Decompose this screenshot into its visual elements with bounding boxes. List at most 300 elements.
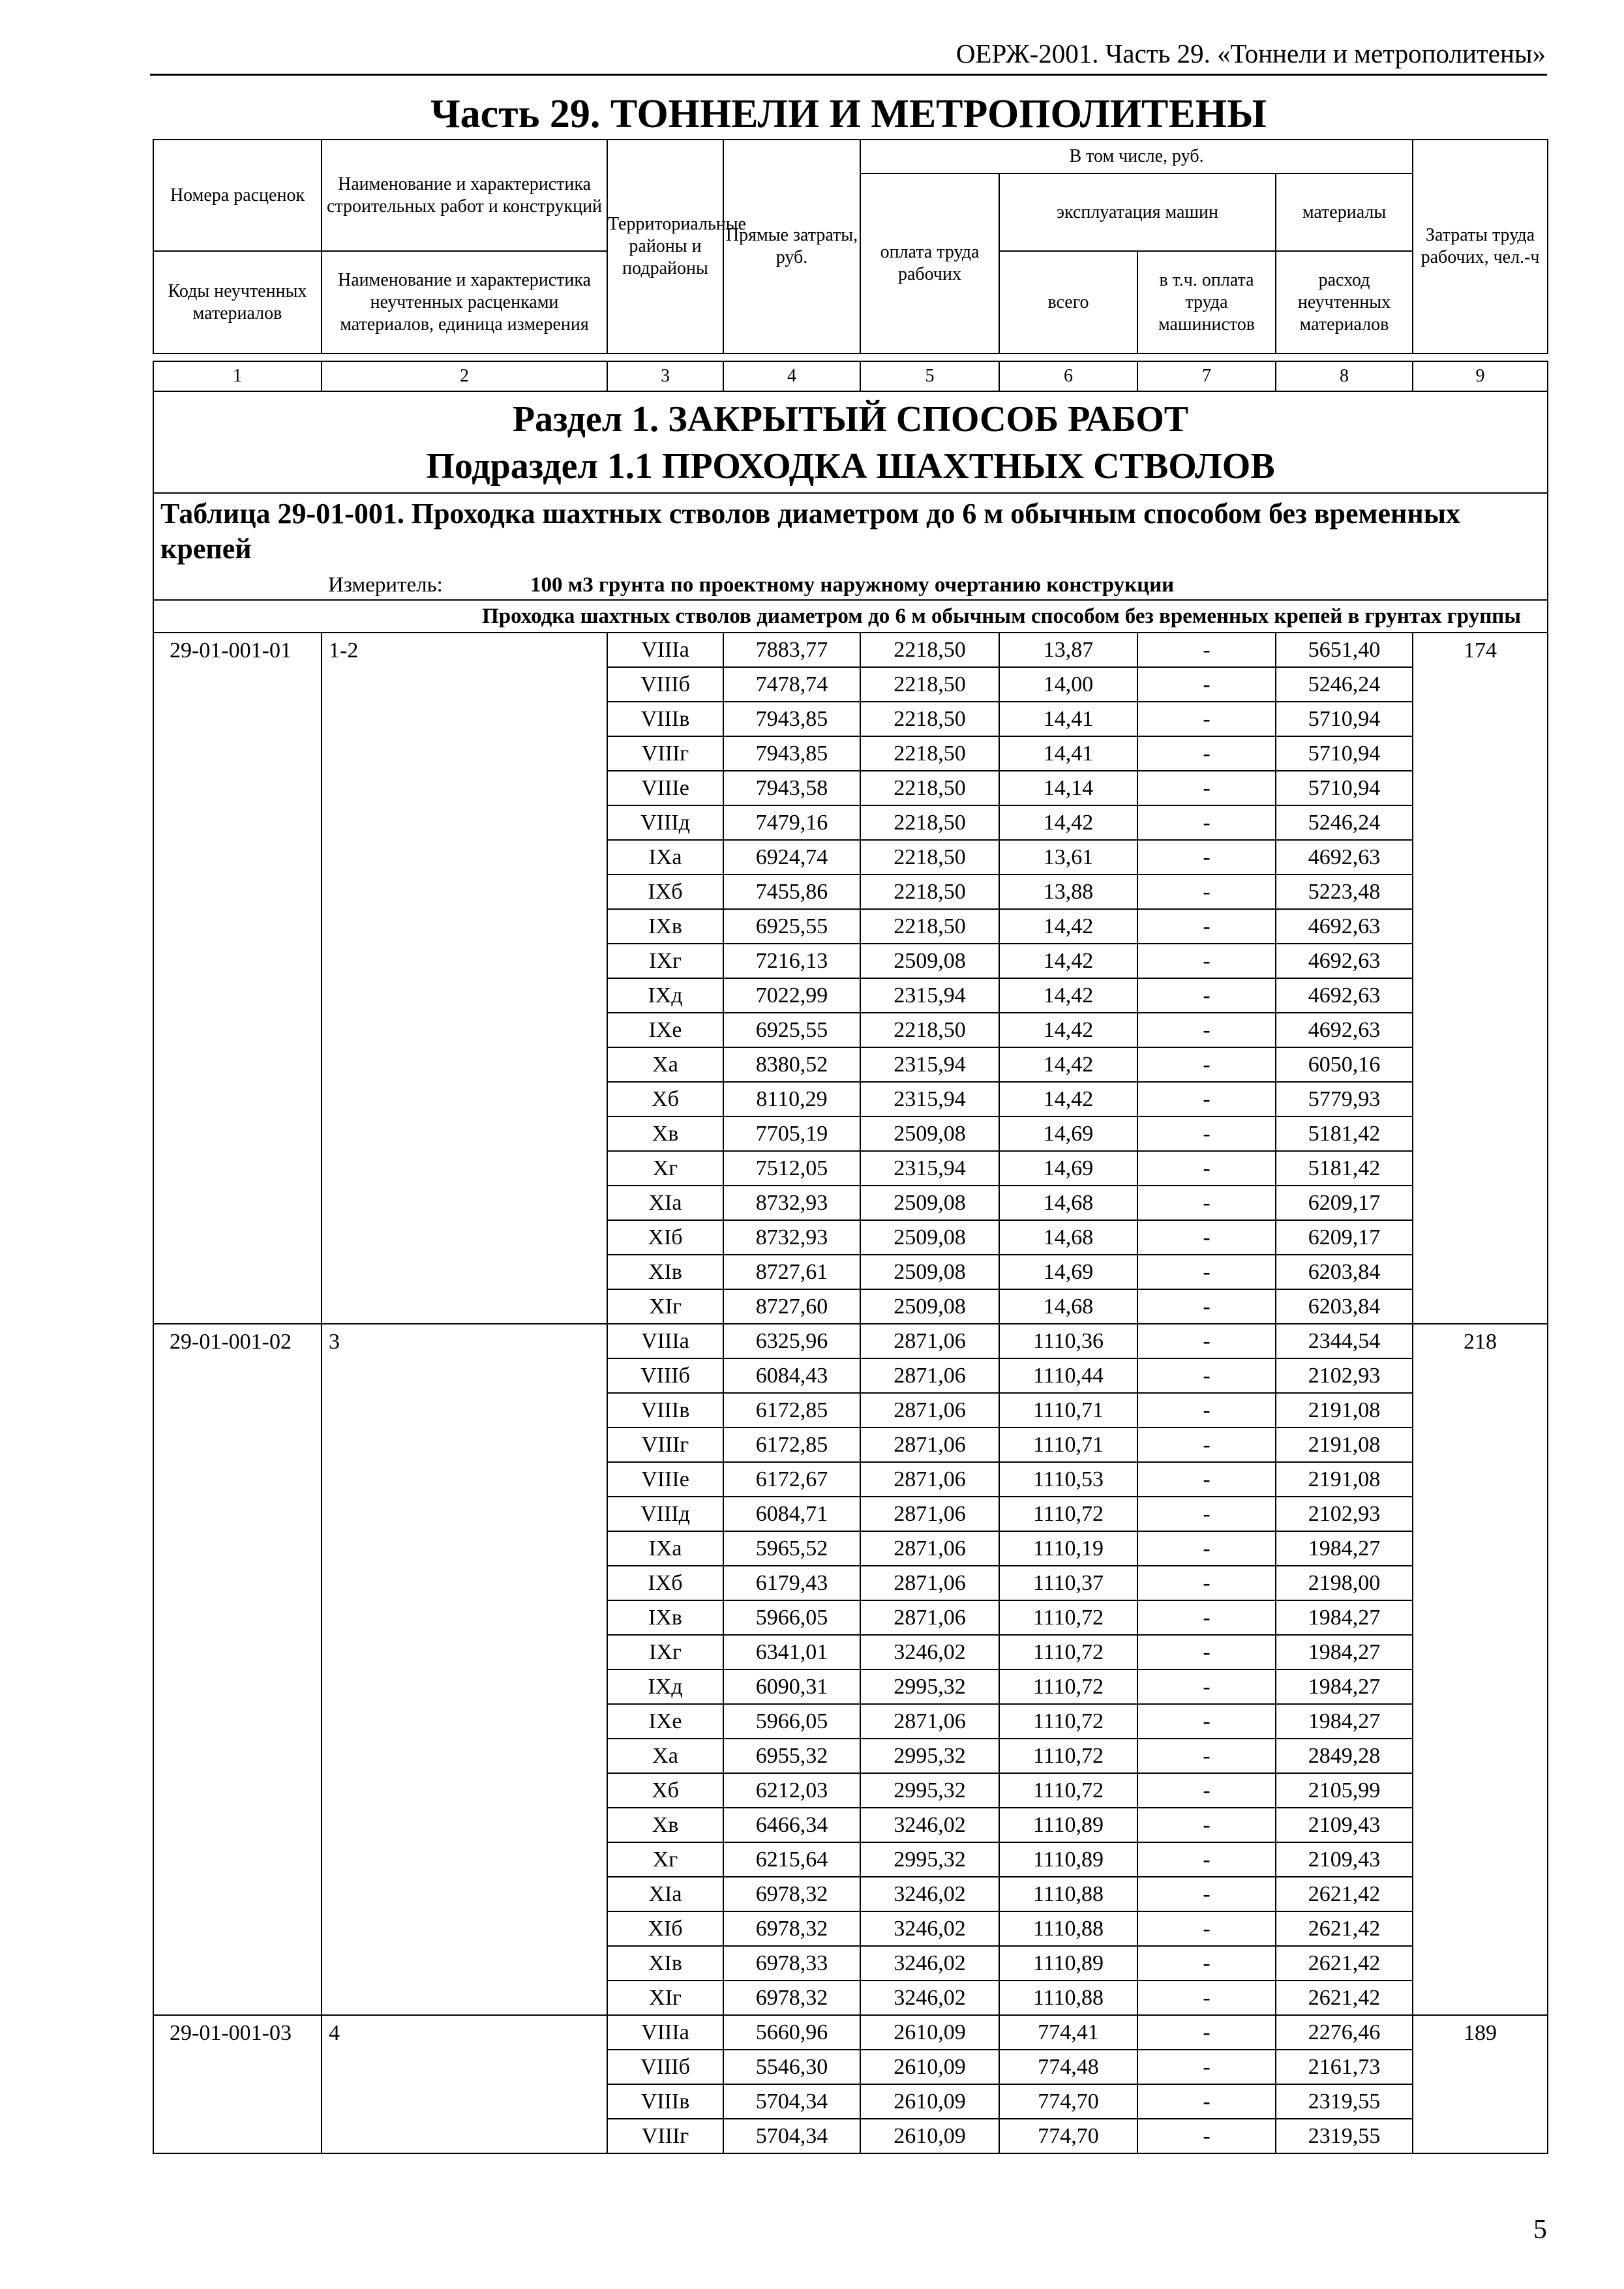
machinist-pay-cell: - xyxy=(1137,771,1276,805)
machines-total-cell: 14,41 xyxy=(999,736,1137,771)
materials-cell: 6203,84 xyxy=(1276,1289,1413,1324)
direct-costs-cell: 5966,05 xyxy=(723,1704,860,1739)
direct-costs-cell: 5704,34 xyxy=(723,2119,860,2153)
direct-costs-cell: 5965,52 xyxy=(723,1531,860,1566)
machinist-pay-cell: - xyxy=(1137,1151,1276,1186)
materials-cell: 1984,27 xyxy=(1276,1635,1413,1669)
direct-costs-cell: 6925,55 xyxy=(723,909,860,944)
machines-total-cell: 14,42 xyxy=(999,1047,1137,1082)
direct-costs-cell: 5966,05 xyxy=(723,1600,860,1635)
materials-cell: 5710,94 xyxy=(1276,771,1413,805)
territory-cell: Xб xyxy=(607,1773,723,1808)
territory-cell: IXб xyxy=(607,875,723,909)
materials-cell: 1984,27 xyxy=(1276,1600,1413,1635)
machines-total-cell: 14,00 xyxy=(999,667,1137,702)
labor-pay-cell: 2610,09 xyxy=(860,2119,999,2153)
column-number: 5 xyxy=(860,361,999,391)
direct-costs-cell: 8732,93 xyxy=(723,1186,860,1220)
materials-cell: 2102,93 xyxy=(1276,1497,1413,1531)
machines-total-cell: 774,70 xyxy=(999,2084,1137,2119)
direct-costs-cell: 8727,61 xyxy=(723,1255,860,1289)
machinist-pay-cell: - xyxy=(1137,944,1276,978)
materials-cell: 4692,63 xyxy=(1276,840,1413,875)
labor-pay-cell: 2218,50 xyxy=(860,909,999,944)
materials-cell: 2621,42 xyxy=(1276,1946,1413,1981)
soil-group-cell: 3 xyxy=(322,1324,607,2015)
soil-group-cell: 1-2 xyxy=(322,633,607,1324)
machines-total-cell: 1110,53 xyxy=(999,1462,1137,1497)
header-labor-pay: оплата труда рабочих xyxy=(860,173,999,353)
materials-cell: 2621,42 xyxy=(1276,1877,1413,1911)
labor-pay-cell: 2218,50 xyxy=(860,702,999,736)
territory-cell: XIв xyxy=(607,1946,723,1981)
machines-total-cell: 1110,72 xyxy=(999,1739,1137,1773)
column-number: 6 xyxy=(999,361,1137,391)
header-labor-costs: Затраты труда рабочих, чел.-ч xyxy=(1413,140,1548,353)
machines-total-cell: 14,42 xyxy=(999,978,1137,1013)
materials-cell: 4692,63 xyxy=(1276,944,1413,978)
materials-cell: 2191,08 xyxy=(1276,1393,1413,1428)
direct-costs-cell: 7216,13 xyxy=(723,944,860,978)
rate-code-cell: 29-01-001-03 xyxy=(153,2015,322,2153)
labor-pay-cell: 2871,06 xyxy=(860,1600,999,1635)
territory-cell: IXе xyxy=(607,1013,723,1047)
materials-cell: 1984,27 xyxy=(1276,1531,1413,1566)
labor-pay-cell: 2218,50 xyxy=(860,736,999,771)
direct-costs-cell: 6084,43 xyxy=(723,1358,860,1393)
table-row xyxy=(153,633,1548,667)
territory-cell: VIIIг xyxy=(607,1428,723,1462)
labor-pay-cell: 2315,94 xyxy=(860,1082,999,1116)
machinist-pay-cell: - xyxy=(1137,2050,1276,2084)
machinist-pay-cell: - xyxy=(1137,1324,1276,1358)
table-title: Таблица 29-01-001. Проходка шахтных стволов диаметром до 6 м обычным способом без временных крепей xyxy=(153,493,1548,571)
materials-cell: 1984,27 xyxy=(1276,1669,1413,1704)
machinist-pay-cell: - xyxy=(1137,1428,1276,1462)
machinist-pay-cell: - xyxy=(1137,1981,1276,2015)
column-number: 1 xyxy=(153,361,322,391)
labor-pay-cell: 2995,32 xyxy=(860,1842,999,1877)
territory-cell: Xа xyxy=(607,1739,723,1773)
machinist-pay-cell: - xyxy=(1137,978,1276,1013)
direct-costs-cell: 7455,86 xyxy=(723,875,860,909)
direct-costs-cell: 7512,05 xyxy=(723,1151,860,1186)
machinist-pay-cell: - xyxy=(1137,1531,1276,1566)
machines-total-cell: 1110,72 xyxy=(999,1635,1137,1669)
rates-table xyxy=(153,139,1548,2154)
labor-pay-cell: 2871,06 xyxy=(860,1393,999,1428)
territory-cell: VIIIе xyxy=(607,1462,723,1497)
labor-pay-cell: 2871,06 xyxy=(860,1358,999,1393)
territory-cell: VIIIв xyxy=(607,702,723,736)
labor-pay-cell: 2995,32 xyxy=(860,1739,999,1773)
territory-cell: Xв xyxy=(607,1116,723,1151)
direct-costs-cell: 6090,31 xyxy=(723,1669,860,1704)
table-subtitle: Проходка шахтных стволов диаметром до 6 м обычным способом без временных крепей в грунтах группы xyxy=(153,600,1548,633)
table-header xyxy=(153,140,1548,391)
labor-pay-cell: 2610,09 xyxy=(860,2050,999,2084)
territory-cell: IXв xyxy=(607,909,723,944)
machinist-pay-cell: - xyxy=(1137,1739,1276,1773)
machines-total-cell: 774,70 xyxy=(999,2119,1137,2153)
machinist-pay-cell: - xyxy=(1137,702,1276,736)
direct-costs-cell: 6084,71 xyxy=(723,1497,860,1531)
materials-cell: 2621,42 xyxy=(1276,1981,1413,2015)
machinist-pay-cell: - xyxy=(1137,1773,1276,1808)
soil-group-cell: 4 xyxy=(322,2015,607,2153)
header-material-name: Наименование и характеристика неучтенных расценками материалов, единица измерения xyxy=(322,251,607,353)
territory-cell: IXа xyxy=(607,840,723,875)
labor-pay-cell: 2218,50 xyxy=(860,875,999,909)
machinist-pay-cell: - xyxy=(1137,1946,1276,1981)
machines-total-cell: 1110,72 xyxy=(999,1600,1137,1635)
machines-total-cell: 1110,89 xyxy=(999,1842,1137,1877)
territory-cell: IXв xyxy=(607,1600,723,1635)
labor-pay-cell: 2218,50 xyxy=(860,633,999,667)
territory-cell: XIа xyxy=(607,1186,723,1220)
labor-pay-cell: 3246,02 xyxy=(860,1635,999,1669)
machinist-pay-cell: - xyxy=(1137,1635,1276,1669)
territory-cell: XIа xyxy=(607,1877,723,1911)
machines-total-cell: 1110,37 xyxy=(999,1566,1137,1600)
running-head: ОЕРЖ-2001. Часть 29. «Тоннели и метрополитены» xyxy=(955,38,1546,68)
materials-cell: 2319,55 xyxy=(1276,2084,1413,2119)
machines-total-cell: 1110,88 xyxy=(999,1981,1137,2015)
labor-pay-cell: 2509,08 xyxy=(860,1289,999,1324)
machines-total-cell: 14,42 xyxy=(999,1013,1137,1047)
machines-total-cell: 14,68 xyxy=(999,1186,1137,1220)
materials-cell: 6209,17 xyxy=(1276,1220,1413,1255)
territory-cell: XIб xyxy=(607,1911,723,1946)
direct-costs-cell: 6212,03 xyxy=(723,1773,860,1808)
machines-total-cell: 13,61 xyxy=(999,840,1137,875)
machines-total-cell: 14,42 xyxy=(999,805,1137,840)
machines-total-cell: 14,14 xyxy=(999,771,1137,805)
labor-pay-cell: 3246,02 xyxy=(860,1981,999,2015)
direct-costs-cell: 7478,74 xyxy=(723,667,860,702)
direct-costs-cell: 6955,32 xyxy=(723,1739,860,1773)
materials-cell: 4692,63 xyxy=(1276,1013,1413,1047)
territory-cell: Xг xyxy=(607,1842,723,1877)
machinist-pay-cell: - xyxy=(1137,1186,1276,1220)
machines-total-cell: 13,87 xyxy=(999,633,1137,667)
machines-total-cell: 14,42 xyxy=(999,909,1137,944)
machinist-pay-cell: - xyxy=(1137,1808,1276,1842)
territory-cell: IXд xyxy=(607,978,723,1013)
territory-cell: IXб xyxy=(607,1566,723,1600)
machinist-pay-cell: - xyxy=(1137,1220,1276,1255)
machines-total-cell: 1110,89 xyxy=(999,1808,1137,1842)
direct-costs-cell: 6925,55 xyxy=(723,1013,860,1047)
machines-total-cell: 14,69 xyxy=(999,1116,1137,1151)
labor-pay-cell: 2871,06 xyxy=(860,1497,999,1531)
territory-cell: IXд xyxy=(607,1669,723,1704)
rate-code-cell: 29-01-001-01 xyxy=(153,633,322,1324)
header-work-name: Наименование и характеристика строительных работ и конструкций xyxy=(322,140,607,251)
materials-cell: 2319,55 xyxy=(1276,2119,1413,2153)
labor-pay-cell: 2218,50 xyxy=(860,771,999,805)
machines-total-cell: 774,48 xyxy=(999,2050,1137,2084)
machines-total-cell: 1110,89 xyxy=(999,1946,1137,1981)
machines-total-cell: 14,68 xyxy=(999,1220,1137,1255)
machinist-pay-cell: - xyxy=(1137,1669,1276,1704)
machinist-pay-cell: - xyxy=(1137,909,1276,944)
direct-costs-cell: 8732,93 xyxy=(723,1220,860,1255)
machines-total-cell: 1110,72 xyxy=(999,1773,1137,1808)
direct-costs-cell: 6172,67 xyxy=(723,1462,860,1497)
direct-costs-cell: 6325,96 xyxy=(723,1324,860,1358)
machines-total-cell: 1110,36 xyxy=(999,1324,1137,1358)
labor-pay-cell: 3246,02 xyxy=(860,1808,999,1842)
machinist-pay-cell: - xyxy=(1137,875,1276,909)
labor-pay-cell: 3246,02 xyxy=(860,1877,999,1911)
machines-total-cell: 14,42 xyxy=(999,1082,1137,1116)
direct-costs-cell: 6179,43 xyxy=(723,1566,860,1600)
territory-cell: XIб xyxy=(607,1220,723,1255)
machinist-pay-cell: - xyxy=(1137,667,1276,702)
materials-cell: 5651,40 xyxy=(1276,633,1413,667)
materials-cell: 2109,43 xyxy=(1276,1808,1413,1842)
machinist-pay-cell: - xyxy=(1137,1566,1276,1600)
materials-cell: 2191,08 xyxy=(1276,1462,1413,1497)
materials-cell: 5710,94 xyxy=(1276,702,1413,736)
direct-costs-cell: 6978,32 xyxy=(723,1911,860,1946)
territory-cell: VIIIа xyxy=(607,1324,723,1358)
labor-pay-cell: 3246,02 xyxy=(860,1946,999,1981)
materials-cell: 5181,42 xyxy=(1276,1116,1413,1151)
direct-costs-cell: 7022,99 xyxy=(723,978,860,1013)
machinist-pay-cell: - xyxy=(1137,2119,1276,2153)
machinist-pay-cell: - xyxy=(1137,1255,1276,1289)
machines-total-cell: 13,88 xyxy=(999,875,1137,909)
machines-total-cell: 1110,19 xyxy=(999,1531,1137,1566)
machines-total-cell: 14,68 xyxy=(999,1289,1137,1324)
materials-cell: 5223,48 xyxy=(1276,875,1413,909)
territory-cell: XIг xyxy=(607,1981,723,2015)
labor-pay-cell: 2509,08 xyxy=(860,944,999,978)
territory-cell: VIIIе xyxy=(607,771,723,805)
table-row xyxy=(153,1324,1548,1358)
table-row xyxy=(153,2015,1548,2050)
direct-costs-cell: 8110,29 xyxy=(723,1082,860,1116)
machines-total-cell: 14,41 xyxy=(999,702,1137,736)
labor-pay-cell: 2509,08 xyxy=(860,1255,999,1289)
machinist-pay-cell: - xyxy=(1137,2084,1276,2119)
machinist-pay-cell: - xyxy=(1137,805,1276,840)
machines-total-cell: 1110,88 xyxy=(999,1911,1137,1946)
territory-cell: Xв xyxy=(607,1808,723,1842)
materials-cell: 5181,42 xyxy=(1276,1151,1413,1186)
machinist-pay-cell: - xyxy=(1137,1842,1276,1877)
territory-cell: XIг xyxy=(607,1289,723,1324)
rate-code-cell: 29-01-001-02 xyxy=(153,1324,322,2015)
direct-costs-cell: 6924,74 xyxy=(723,840,860,875)
territory-cell: VIIIа xyxy=(607,2015,723,2050)
labor-pay-cell: 2315,94 xyxy=(860,1151,999,1186)
territory-cell: IXа xyxy=(607,1531,723,1566)
machinist-pay-cell: - xyxy=(1137,1497,1276,1531)
table-body xyxy=(153,633,1548,2153)
direct-costs-cell: 6341,01 xyxy=(723,1635,860,1669)
machines-total-cell: 1110,71 xyxy=(999,1393,1137,1428)
machinist-pay-cell: - xyxy=(1137,1358,1276,1393)
machines-total-cell: 14,42 xyxy=(999,944,1137,978)
territory-cell: VIIIв xyxy=(607,2084,723,2119)
machines-total-cell: 1110,44 xyxy=(999,1358,1137,1393)
labor-pay-cell: 3246,02 xyxy=(860,1911,999,1946)
subsection-title: Подраздел 1.1 ПРОХОДКА ШАХТНЫХ СТВОЛОВ xyxy=(426,446,1275,486)
machines-total-cell: 1110,72 xyxy=(999,1669,1137,1704)
direct-costs-cell: 7943,85 xyxy=(723,736,860,771)
territory-cell: VIIIб xyxy=(607,2050,723,2084)
header-including: В том числе, руб. xyxy=(860,140,1413,173)
labor-pay-cell: 2871,06 xyxy=(860,1531,999,1566)
header-rule xyxy=(150,74,1547,76)
materials-cell: 2849,28 xyxy=(1276,1739,1413,1773)
header-direct-costs: Прямые затраты, руб. xyxy=(723,140,860,353)
page-number: 5 xyxy=(1533,2215,1547,2245)
territory-cell: Xб xyxy=(607,1082,723,1116)
materials-cell: 1984,27 xyxy=(1276,1704,1413,1739)
labor-costs-cell: 174 xyxy=(1413,633,1548,1324)
machines-total-cell: 14,69 xyxy=(999,1151,1137,1186)
machinist-pay-cell: - xyxy=(1137,1393,1276,1428)
header-machine-operation: эксплуатация машин xyxy=(999,173,1276,251)
territory-cell: VIIIд xyxy=(607,1497,723,1531)
machines-total-cell: 774,41 xyxy=(999,2015,1137,2050)
territory-cell: VIIIг xyxy=(607,2119,723,2153)
part-title: Часть 29. ТОННЕЛИ И МЕТРОПОЛИТЕНЫ xyxy=(430,92,1267,136)
labor-pay-cell: 2871,06 xyxy=(860,1462,999,1497)
materials-cell: 2344,54 xyxy=(1276,1324,1413,1358)
territory-cell: VIIIа xyxy=(607,633,723,667)
territory-cell: IXг xyxy=(607,944,723,978)
column-number: 3 xyxy=(607,361,723,391)
section-heading xyxy=(153,391,1548,493)
measure-line xyxy=(153,571,1548,600)
labor-pay-cell: 2509,08 xyxy=(860,1186,999,1220)
header-material-codes: Коды неучтенных материалов xyxy=(153,251,322,353)
territory-cell: VIIIв xyxy=(607,1393,723,1428)
measure-value: 100 м3 грунта по проектному наружному очертанию конструкции xyxy=(530,573,1175,597)
labor-pay-cell: 2315,94 xyxy=(860,1047,999,1082)
labor-pay-cell: 2218,50 xyxy=(860,840,999,875)
direct-costs-cell: 7943,85 xyxy=(723,702,860,736)
machines-total-cell: 1110,72 xyxy=(999,1497,1137,1531)
materials-cell: 2276,46 xyxy=(1276,2015,1413,2050)
direct-costs-cell: 5660,96 xyxy=(723,2015,860,2050)
materials-cell: 6209,17 xyxy=(1276,1186,1413,1220)
direct-costs-cell: 8727,60 xyxy=(723,1289,860,1324)
machinist-pay-cell: - xyxy=(1137,1116,1276,1151)
machinist-pay-cell: - xyxy=(1137,1462,1276,1497)
labor-pay-cell: 2871,06 xyxy=(860,1428,999,1462)
labor-costs-cell: 218 xyxy=(1413,1324,1548,2015)
direct-costs-cell: 7883,77 xyxy=(723,633,860,667)
column-number: 8 xyxy=(1276,361,1413,391)
direct-costs-cell: 6978,32 xyxy=(723,1981,860,2015)
machinist-pay-cell: - xyxy=(1137,736,1276,771)
territory-cell: VIIIб xyxy=(607,1358,723,1393)
machinist-pay-cell: - xyxy=(1137,1082,1276,1116)
labor-pay-cell: 2871,06 xyxy=(860,1324,999,1358)
labor-pay-cell: 2871,06 xyxy=(860,1704,999,1739)
materials-cell: 2621,42 xyxy=(1276,1911,1413,1946)
materials-cell: 5246,24 xyxy=(1276,667,1413,702)
materials-cell: 4692,63 xyxy=(1276,909,1413,944)
header-rate-numbers: Номера расценок xyxy=(153,140,322,251)
materials-cell: 5779,93 xyxy=(1276,1082,1413,1116)
labor-pay-cell: 2218,50 xyxy=(860,805,999,840)
header-territory: Территориальные районы и подрайоны xyxy=(607,140,723,353)
territory-cell: Xг xyxy=(607,1151,723,1186)
labor-pay-cell: 2871,06 xyxy=(860,1566,999,1600)
machinist-pay-cell: - xyxy=(1137,1600,1276,1635)
materials-cell: 5246,24 xyxy=(1276,805,1413,840)
machinist-pay-cell: - xyxy=(1137,1911,1276,1946)
direct-costs-cell: 7479,16 xyxy=(723,805,860,840)
direct-costs-cell: 5704,34 xyxy=(723,2084,860,2119)
materials-cell: 6203,84 xyxy=(1276,1255,1413,1289)
materials-cell: 2191,08 xyxy=(1276,1428,1413,1462)
machinist-pay-cell: - xyxy=(1137,2015,1276,2050)
territory-cell: Xа xyxy=(607,1047,723,1082)
labor-pay-cell: 2610,09 xyxy=(860,2084,999,2119)
materials-cell: 2161,73 xyxy=(1276,2050,1413,2084)
machinist-pay-cell: - xyxy=(1137,1047,1276,1082)
column-number: 9 xyxy=(1413,361,1548,391)
machinist-pay-cell: - xyxy=(1137,1013,1276,1047)
territory-cell: VIIIб xyxy=(607,667,723,702)
labor-pay-cell: 2509,08 xyxy=(860,1220,999,1255)
direct-costs-cell: 6978,32 xyxy=(723,1877,860,1911)
direct-costs-cell: 7705,19 xyxy=(723,1116,860,1151)
section-title: Раздел 1. ЗАКРЫТЫЙ СПОСОБ РАБОТ xyxy=(512,399,1189,440)
materials-cell: 2109,43 xyxy=(1276,1842,1413,1877)
machinist-pay-cell: - xyxy=(1137,840,1276,875)
machinist-pay-cell: - xyxy=(1137,1289,1276,1324)
direct-costs-cell: 6978,33 xyxy=(723,1946,860,1981)
column-number: 4 xyxy=(723,361,860,391)
machines-total-cell: 1110,88 xyxy=(999,1877,1137,1911)
table-titles xyxy=(153,391,1548,633)
header-gap xyxy=(153,353,1548,361)
direct-costs-cell: 8380,52 xyxy=(723,1047,860,1082)
machinist-pay-cell: - xyxy=(1137,1877,1276,1911)
header-total: всего xyxy=(999,251,1137,353)
machines-total-cell: 14,69 xyxy=(999,1255,1137,1289)
labor-pay-cell: 2218,50 xyxy=(860,667,999,702)
header-material-consumption: расход неучтенных материалов xyxy=(1276,251,1413,353)
materials-cell: 4692,63 xyxy=(1276,978,1413,1013)
direct-costs-cell: 6215,64 xyxy=(723,1842,860,1877)
labor-pay-cell: 2995,32 xyxy=(860,1773,999,1808)
territory-cell: VIIIд xyxy=(607,805,723,840)
direct-costs-cell: 6172,85 xyxy=(723,1393,860,1428)
materials-cell: 6050,16 xyxy=(1276,1047,1413,1082)
territory-cell: IXе xyxy=(607,1704,723,1739)
machines-total-cell: 1110,71 xyxy=(999,1428,1137,1462)
header-materials: материалы xyxy=(1276,173,1413,251)
machinist-pay-cell: - xyxy=(1137,633,1276,667)
labor-pay-cell: 2509,08 xyxy=(860,1116,999,1151)
direct-costs-cell: 7943,58 xyxy=(723,771,860,805)
labor-pay-cell: 2610,09 xyxy=(860,2015,999,2050)
materials-cell: 2198,00 xyxy=(1276,1566,1413,1600)
materials-cell: 2102,93 xyxy=(1276,1358,1413,1393)
materials-cell: 5710,94 xyxy=(1276,736,1413,771)
labor-costs-cell: 189 xyxy=(1413,2015,1548,2153)
